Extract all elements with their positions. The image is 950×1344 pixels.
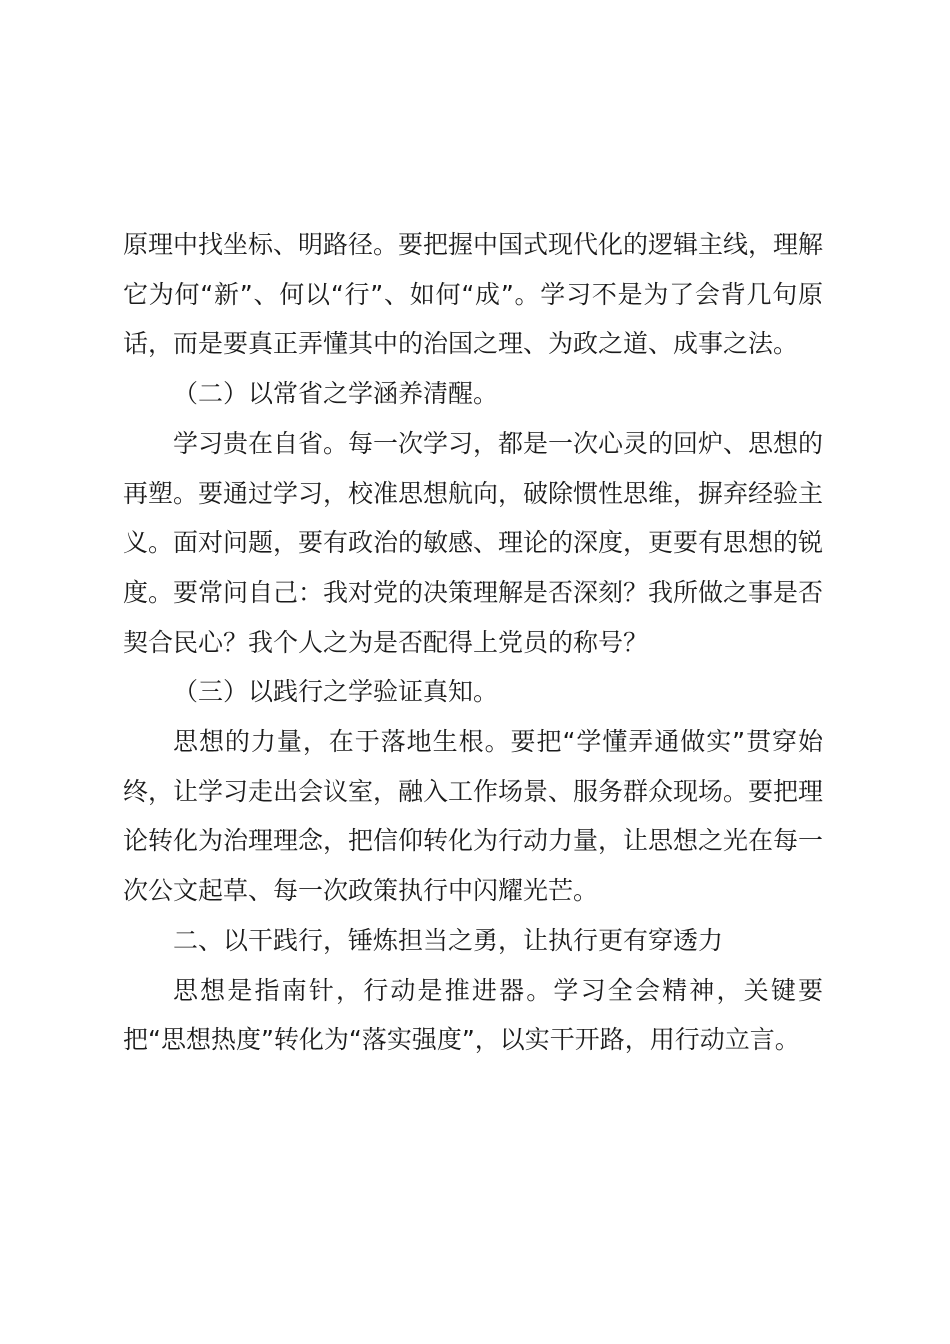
section-heading-3: （三）以践行之学验证真知。 (173, 677, 499, 707)
document-body (123, 220, 823, 1065)
paragraph-self-reflection: 学习贵在自省。每一次学习，都是一次心灵的回炉、思想的再塑。要通过学习，校准思想航向，破除惯性思维，摒弃经验主义。面对问题，要有政治的敏感、理论的深度，更要有思想的锐度。要常问自己：我对党的决策理解是否深刻？我所做之事是否契合民心？我个人之为是否配得上党员的称号？ (123, 428, 824, 657)
section-heading-2: （二）以常省之学涵养清醒。 (173, 379, 499, 409)
paragraph-action: 思想是指南针，行动是推进器。学习全会精神，关键要把“思想热度”转化为“落实强度”，以实干开路，用行动立言。 (123, 975, 823, 1055)
chapter-heading-2: 二、以干践行，锤炼担当之勇，让执行更有穿透力 (173, 925, 724, 955)
paragraph-practice: 思想的力量，在于落地生根。要把“学懂弄通做实”贯穿始终，让学习走出会议室，融入工作场景、服务群众现场。要把理论转化为治理理念，把信仰转化为行动力量，让思想之光在每一次公文起草、每一次政策执行中闪耀光芒。 (123, 727, 824, 906)
paragraph-continuation: 原理中找坐标、明路径。要把握中国式现代化的逻辑主线，理解它为何“新”、何以“行”、如何“成”。学习不是为了会背几句原话，而是要真正弄懂其中的治国之理、为政之道、成事之法。 (123, 230, 824, 359)
